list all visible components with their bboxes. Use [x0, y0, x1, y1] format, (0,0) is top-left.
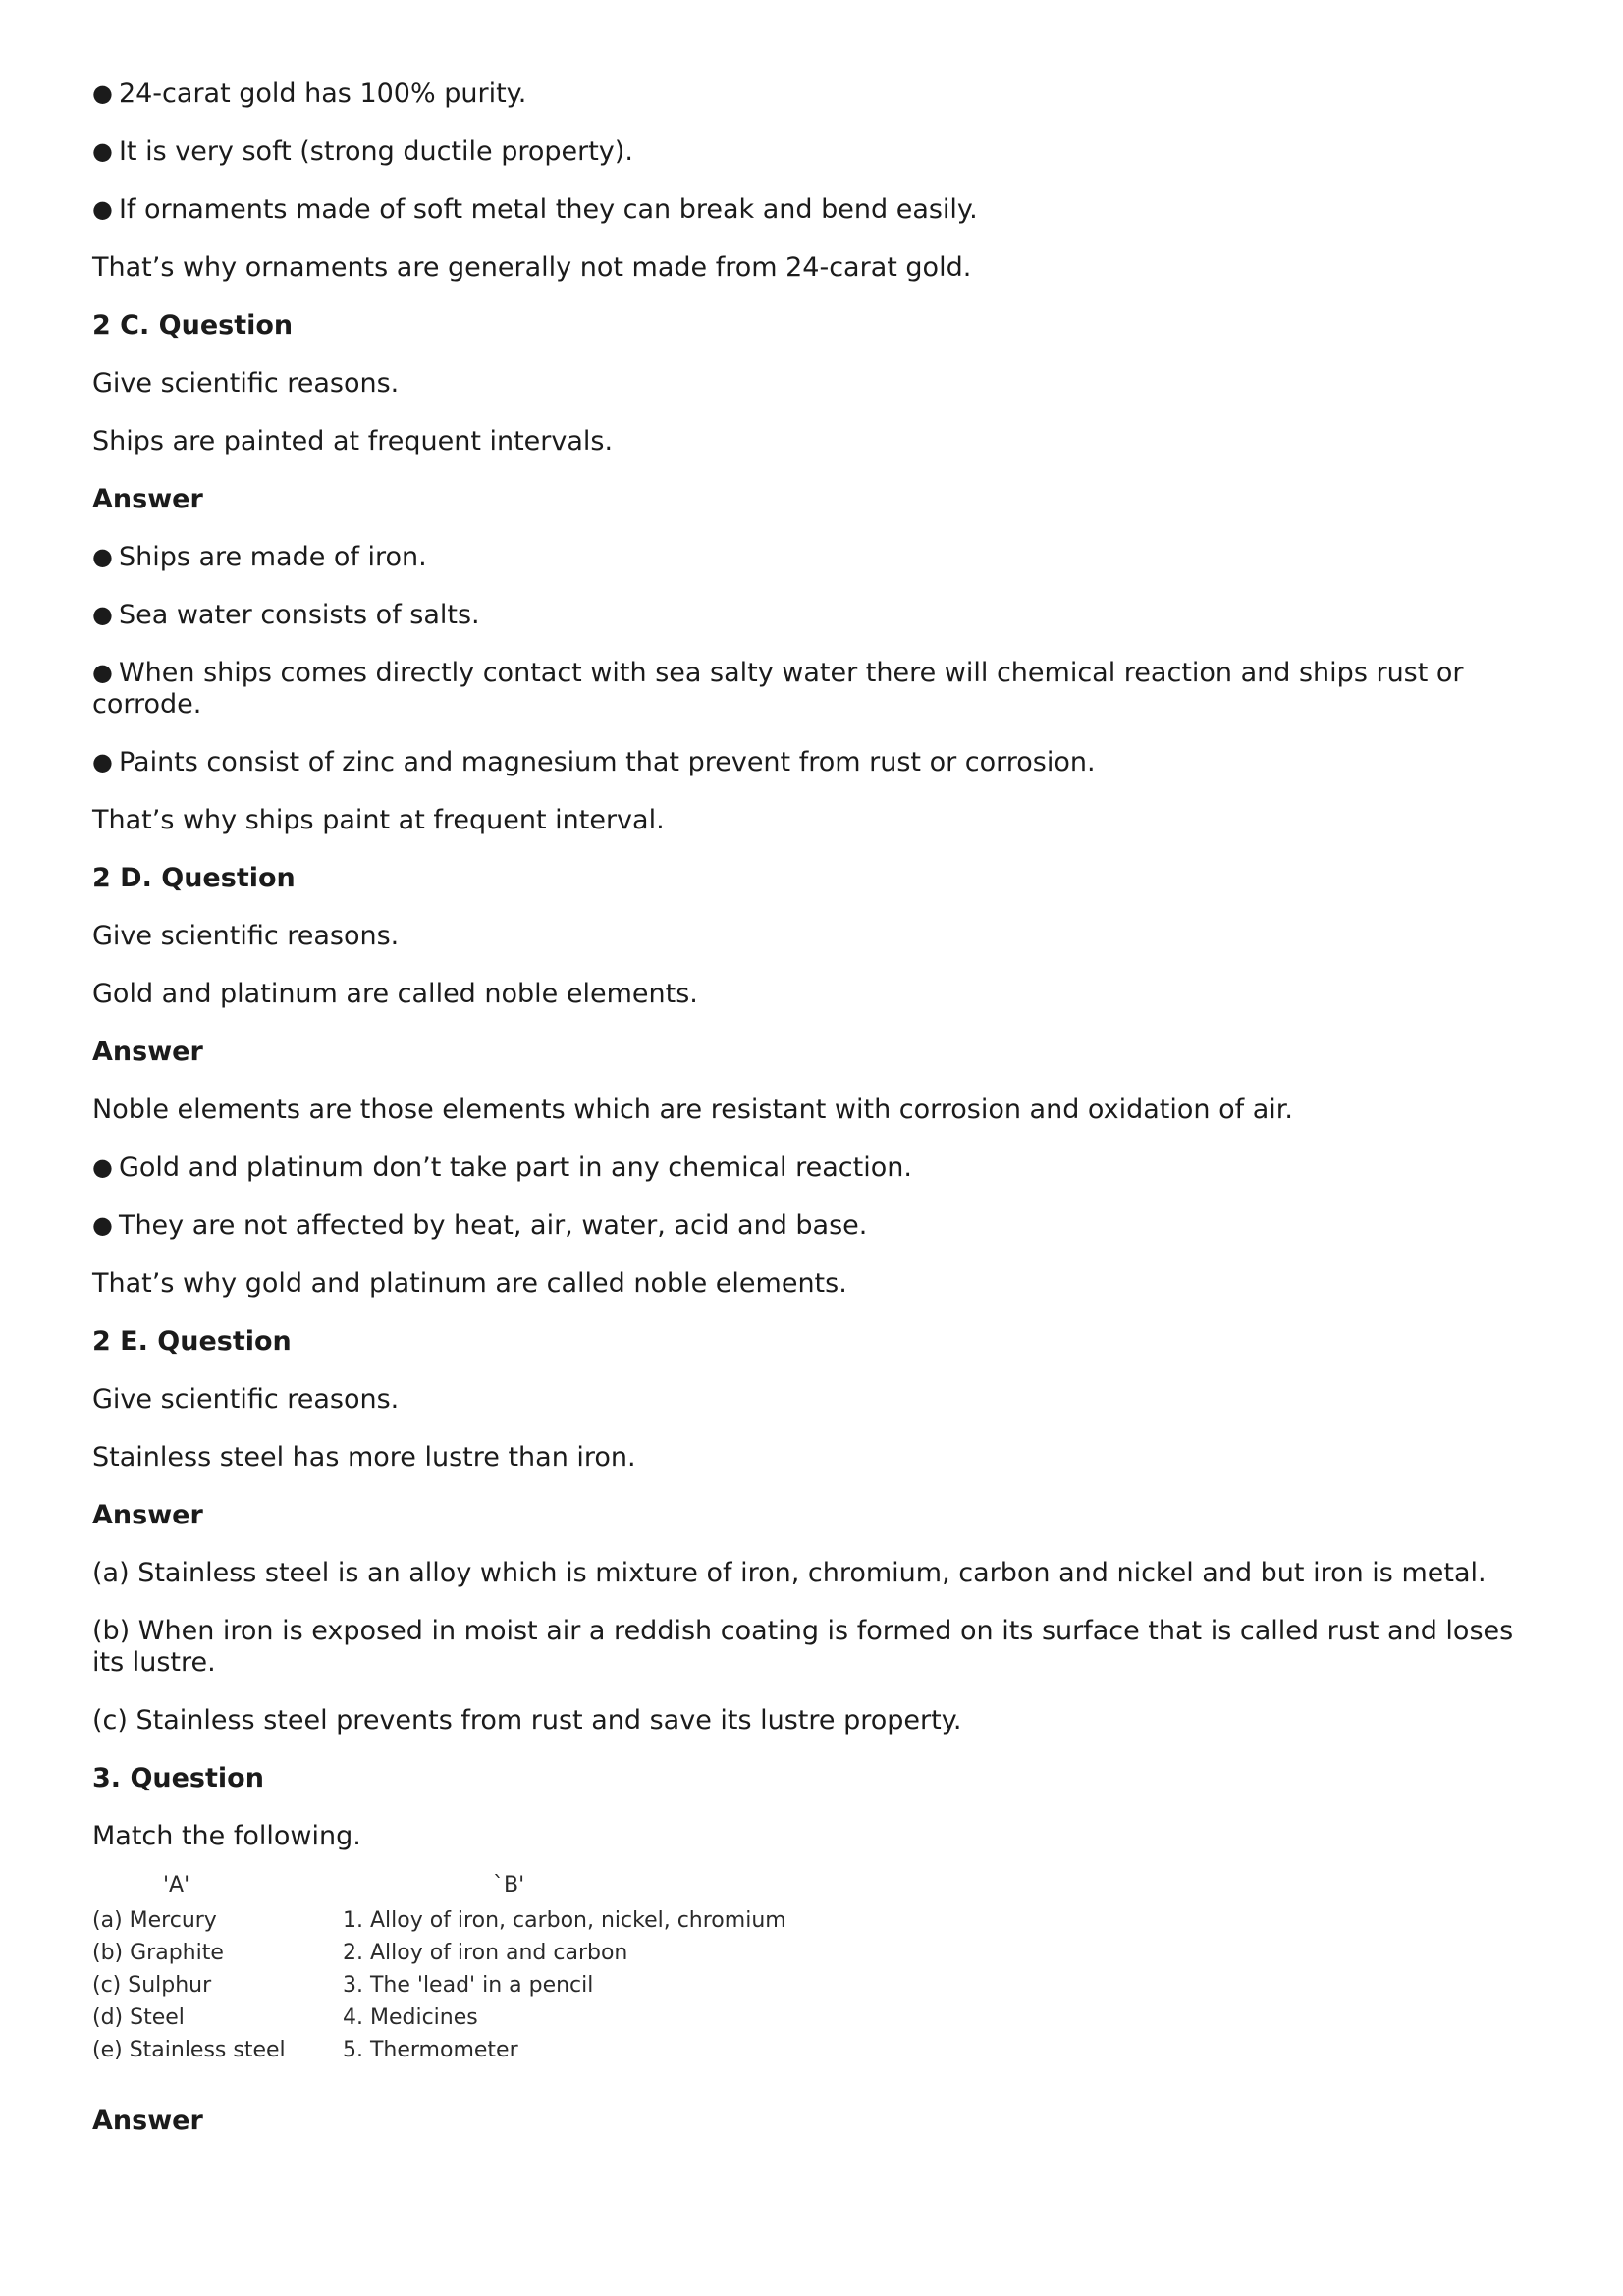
- prompt-give-reasons: Give scientific reasons.: [92, 1384, 400, 1415]
- bullet-ships-iron: ● Ships are made of iron.: [92, 542, 1526, 573]
- match-row-a: (b) Graphite: [92, 1941, 224, 1965]
- match-header-a: 'A': [163, 1873, 190, 1897]
- match-row: [92, 1973, 878, 2002]
- match-row-a: (e) Stainless steel: [92, 2038, 286, 2062]
- heading-answer-final: Answer: [92, 2106, 203, 2136]
- match-row-b: 2. Alloy of iron and carbon: [343, 1941, 628, 1965]
- bullet-very-soft: ● It is very soft (strong ductile property).: [92, 136, 1526, 168]
- match-table: [92, 1873, 878, 2069]
- statement-stainless-lustre: Stainless steel has more lustre than iron.: [92, 1442, 636, 1472]
- bullet-ships-rust: ● When ships comes directly contact with sea salty water there will chemical reaction and ships rust or corrode.: [92, 658, 1526, 721]
- match-row-b: 3. The 'lead' in a pencil: [343, 1973, 594, 1998]
- bullet-paints-zinc: ● Paints consist of zinc and magnesium that prevent from rust or corrosion.: [92, 747, 1526, 778]
- match-row-b: 4. Medicines: [343, 2005, 478, 2030]
- bullet-no-reaction: ● Gold and platinum don’t take part in any chemical reaction.: [92, 1152, 1526, 1184]
- conclusion-ships: That’s why ships paint at frequent interval.: [92, 805, 665, 835]
- match-row: [92, 2005, 878, 2035]
- answer-part-c: (c) Stainless steel prevents from rust and save its lustre property.: [92, 1705, 962, 1735]
- bullet-24-carat-purity: ● 24-carat gold has 100% purity.: [92, 79, 1526, 110]
- bullet-sea-salts: ● Sea water consists of salts.: [92, 600, 1526, 631]
- prompt-give-reasons: Give scientific reasons.: [92, 368, 400, 399]
- conclusion-noble: That’s why gold and platinum are called noble elements.: [92, 1268, 847, 1299]
- heading-answer: Answer: [92, 484, 203, 514]
- match-header-b: `B': [493, 1873, 525, 1897]
- prompt-give-reasons: Give scientific reasons.: [92, 921, 400, 951]
- heading-answer: Answer: [92, 1037, 203, 1067]
- match-row-b: 1. Alloy of iron, carbon, nickel, chromium: [343, 1908, 786, 1933]
- statement-noble-elements: Gold and platinum are called noble elements.: [92, 979, 698, 1009]
- heading-2d-question: 2 D. Question: [92, 863, 296, 893]
- match-row-a: (d) Steel: [92, 2005, 185, 2030]
- match-row-b: 5. Thermometer: [343, 2038, 518, 2062]
- prompt-match: Match the following.: [92, 1821, 361, 1851]
- match-row: [92, 1941, 878, 1970]
- conclusion-ornaments: That’s why ornaments are generally not made from 24-carat gold.: [92, 252, 972, 283]
- match-row-a: (a) Mercury: [92, 1908, 217, 1933]
- heading-3-question: 3. Question: [92, 1763, 264, 1793]
- match-row: [92, 1908, 878, 1938]
- heading-answer: Answer: [92, 1500, 203, 1530]
- bullet-not-affected: ● They are not affected by heat, air, water, acid and base.: [92, 1210, 1526, 1242]
- match-row: [92, 2038, 878, 2067]
- heading-2e-question: 2 E. Question: [92, 1326, 292, 1357]
- bullet-ornaments-break: ● If ornaments made of soft metal they can break and bend easily.: [92, 194, 1526, 226]
- definition-noble-elements: Noble elements are those elements which are resistant with corrosion and oxidation of air.: [92, 1095, 1293, 1125]
- answer-part-b: (b) When iron is exposed in moist air a reddish coating is formed on its surface that is called rust and loses its lustre.: [92, 1616, 1514, 1678]
- match-row-a: (c) Sulphur: [92, 1973, 212, 1998]
- answer-part-a: (a) Stainless steel is an alloy which is mixture of iron, chromium, carbon and nickel and but iron is metal.: [92, 1558, 1487, 1588]
- heading-2c-question: 2 C. Question: [92, 310, 294, 341]
- statement-ships-painted: Ships are painted at frequent intervals.: [92, 426, 614, 456]
